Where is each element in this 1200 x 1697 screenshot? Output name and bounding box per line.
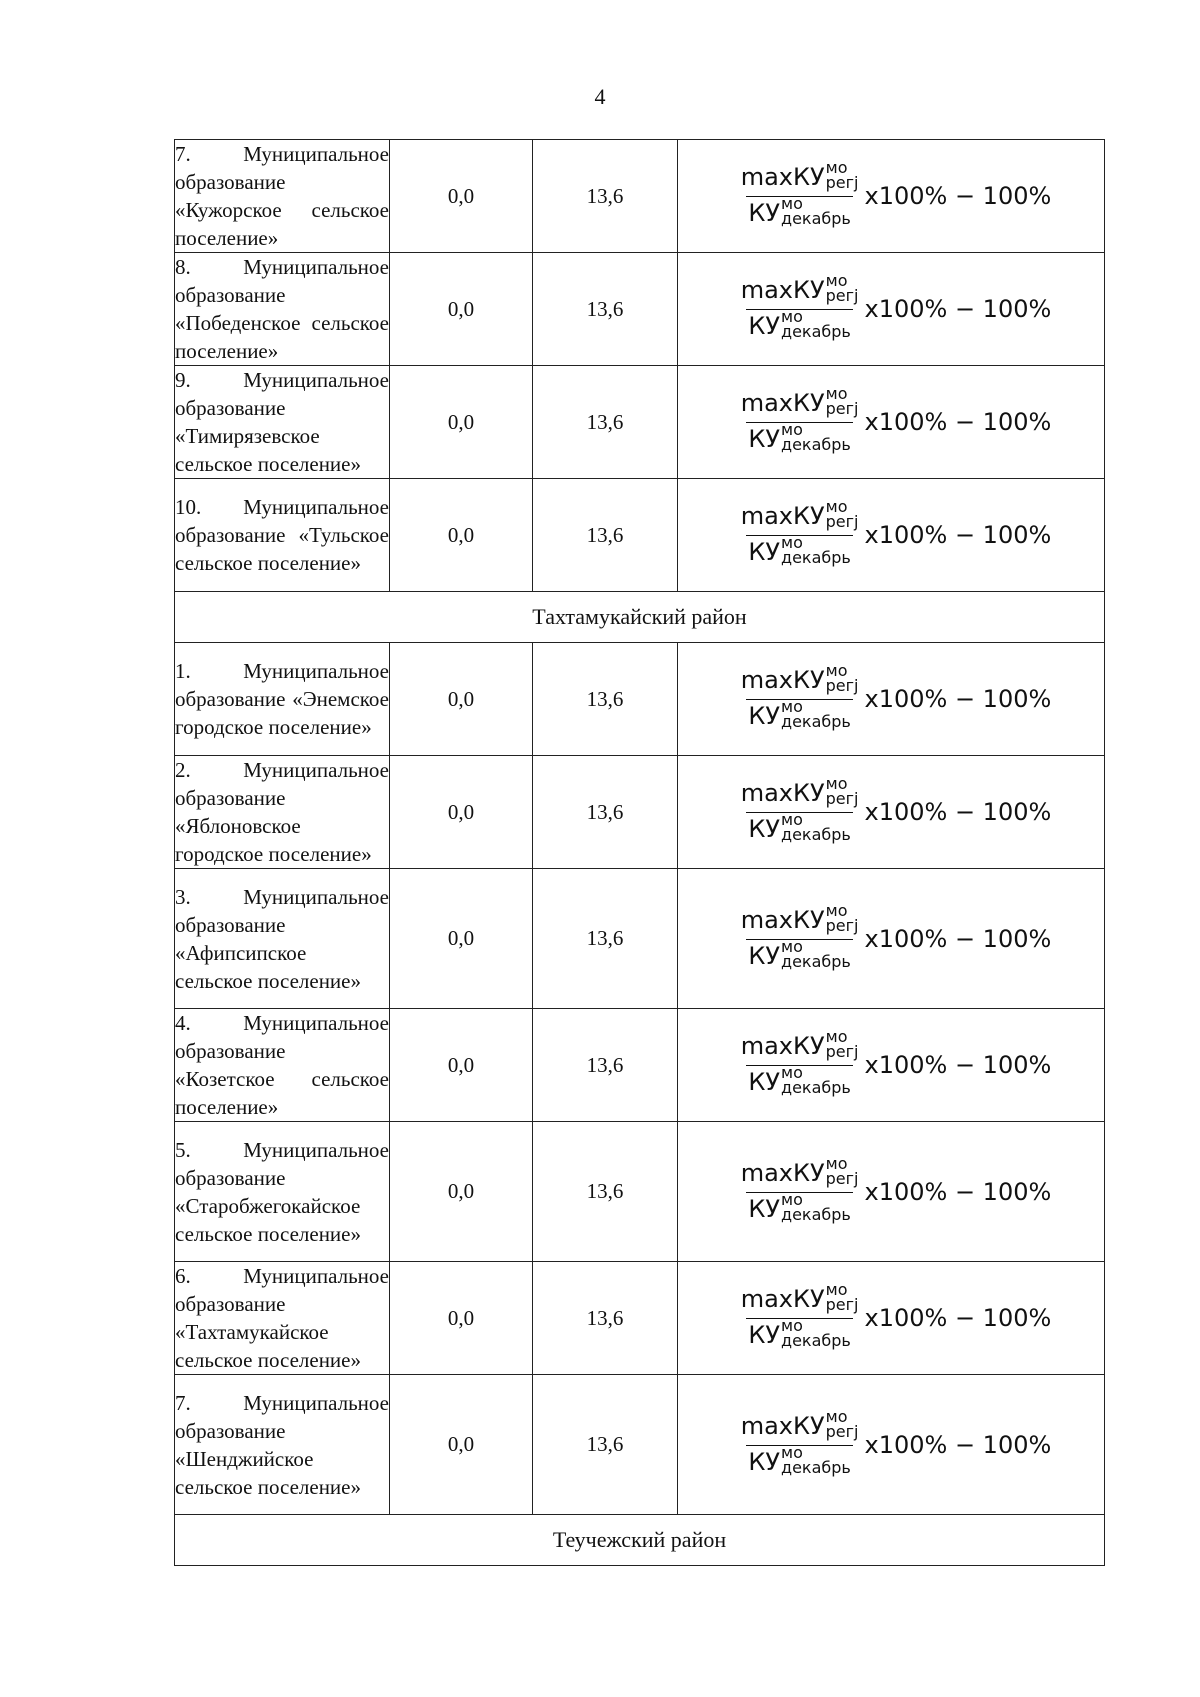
indicator-table: [174, 139, 1105, 1566]
numerator-sup: мо: [825, 384, 848, 403]
numerator: [739, 774, 861, 812]
formula: [678, 1153, 1104, 1225]
formula: [678, 158, 1104, 229]
numerator-sup: мо: [825, 774, 848, 793]
denominator: [746, 309, 853, 342]
numerator-base: maxКУ: [740, 276, 825, 304]
denominator: [746, 1189, 853, 1225]
numerator-sub: регj: [825, 286, 859, 305]
denominator-indices: [781, 1442, 851, 1477]
value-min: 0,0: [390, 1262, 533, 1375]
formula-cell: [678, 366, 1105, 479]
fraction: [739, 774, 861, 845]
denominator-sup: мо: [781, 1189, 803, 1209]
denominator-indices: [781, 812, 851, 842]
numerator-indices: [826, 499, 859, 529]
denominator-sup: мо: [781, 1442, 803, 1462]
denominator-sup: мо: [781, 420, 803, 439]
section-row: [175, 1515, 1105, 1566]
denominator-sup: мо: [781, 936, 803, 956]
municipality-name: 6. Муниципальное образование «Тахтамукайское сельское поселение»: [175, 1262, 390, 1375]
formula-cell: [678, 756, 1105, 869]
numerator-indices: [826, 1029, 859, 1059]
table-row: [175, 869, 1105, 1009]
value-max: 13,6: [533, 1122, 678, 1262]
value-max: 13,6: [533, 643, 678, 756]
numerator-sub: регj: [825, 676, 859, 695]
numerator: [739, 497, 861, 535]
numerator-sup: мо: [825, 1027, 848, 1046]
value-min: 0,0: [390, 869, 533, 1009]
denominator-sup: мо: [781, 1063, 803, 1082]
numerator-indices: [826, 160, 859, 190]
value-min: 0,0: [390, 1009, 533, 1122]
denominator-indices: [781, 196, 851, 226]
value-max: 13,6: [533, 253, 678, 366]
denominator-sub: декабрь: [781, 1204, 851, 1224]
formula-cell: [678, 869, 1105, 1009]
numerator-sub: регj: [825, 1421, 859, 1441]
municipality-name: 7. Муниципальное образование «Шенджийское сельское поселение»: [175, 1375, 390, 1515]
denominator: [746, 422, 853, 455]
value-max: 13,6: [533, 1009, 678, 1122]
table-row: [175, 756, 1105, 869]
numerator-sub: регj: [825, 1168, 859, 1188]
fraction: [739, 1280, 861, 1351]
value-min: 0,0: [390, 140, 533, 253]
numerator-base: maxКУ: [740, 666, 825, 694]
denominator-indices: [781, 1318, 851, 1348]
formula-tail: x100% − 100%: [864, 1430, 1052, 1459]
denominator-indices: [781, 422, 851, 452]
numerator-base: maxКУ: [740, 1411, 825, 1440]
numerator-indices: [825, 1406, 859, 1441]
denominator-base: КУ: [748, 815, 781, 843]
denominator-sub: декабрь: [781, 1078, 851, 1097]
denominator: [746, 812, 853, 845]
numerator-base: maxКУ: [740, 779, 825, 807]
formula-cell: [678, 1262, 1105, 1375]
denominator-sub: декабрь: [781, 209, 851, 228]
value-max: 13,6: [533, 1262, 678, 1375]
denominator: [746, 535, 853, 568]
formula-cell: [678, 140, 1105, 253]
numerator: [739, 271, 861, 309]
table-row: [175, 253, 1105, 366]
denominator-base: КУ: [748, 1068, 781, 1096]
denominator-indices: [781, 535, 851, 565]
denominator-indices: [781, 699, 851, 729]
denominator-sup: мо: [781, 307, 803, 326]
numerator: [739, 1153, 861, 1192]
denominator-sup: мо: [781, 697, 803, 716]
formula-tail: x100% − 100%: [864, 685, 1052, 713]
denominator-sup: мо: [781, 194, 803, 213]
numerator-indices: [826, 273, 859, 303]
denominator-sub: декабрь: [781, 1331, 851, 1350]
formula-tail: x100% − 100%: [864, 521, 1052, 549]
value-max: 13,6: [533, 1375, 678, 1515]
table-row: [175, 643, 1105, 756]
formula-tail: x100% − 100%: [864, 1304, 1052, 1332]
value-max: 13,6: [533, 869, 678, 1009]
municipality-name: 1. Муниципальное образование «Энемское городское поселение»: [175, 643, 390, 756]
municipality-name: 2. Муниципальное образование «Яблоновское городское поселение»: [175, 756, 390, 869]
denominator-sup: мо: [781, 810, 803, 829]
numerator-base: maxКУ: [740, 502, 825, 530]
fraction: [739, 497, 861, 568]
numerator: [739, 158, 861, 196]
denominator-indices: [781, 309, 851, 339]
numerator-sub: регj: [825, 915, 859, 935]
section-title: Тахтамукайский район: [175, 592, 1105, 643]
numerator-indices: [826, 386, 859, 416]
numerator-sup: мо: [825, 1153, 848, 1173]
formula: [678, 271, 1104, 342]
municipality-name: 3. Муниципальное образование «Афипсипское сельское поселение»: [175, 869, 390, 1009]
municipality-name: 10. Муниципальное образование «Тульское сельское поселение»: [175, 479, 390, 592]
denominator-sub: декабрь: [781, 548, 851, 567]
fraction: [739, 158, 861, 229]
numerator-sub: регj: [825, 1042, 859, 1061]
formula: [678, 774, 1104, 845]
denominator-base: КУ: [748, 1194, 781, 1223]
numerator-base: maxКУ: [740, 1032, 825, 1060]
formula-tail: x100% − 100%: [864, 798, 1052, 826]
numerator-base: maxКУ: [740, 389, 825, 417]
table-row: [175, 1009, 1105, 1122]
denominator-sub: декабрь: [781, 712, 851, 731]
table-row: [175, 479, 1105, 592]
municipality-name: 4. Муниципальное образование «Козетское сельское поселение»: [175, 1009, 390, 1122]
table-body: [175, 140, 1105, 1566]
numerator-base: maxКУ: [740, 905, 825, 934]
page-number: 4: [594, 84, 606, 109]
numerator-base: maxКУ: [740, 163, 825, 191]
formula-tail: x100% − 100%: [864, 1177, 1052, 1206]
fraction: [739, 384, 861, 455]
denominator-sub: декабрь: [781, 951, 851, 971]
fraction: [739, 661, 861, 732]
municipality-name: 5. Муниципальное образование «Старобжегокайское сельское поселение»: [175, 1122, 390, 1262]
denominator: [746, 1442, 853, 1478]
numerator-base: maxКУ: [740, 1285, 825, 1313]
numerator: [739, 1280, 861, 1318]
numerator-indices: [825, 1153, 859, 1188]
formula-cell: [678, 643, 1105, 756]
denominator-base: КУ: [748, 312, 781, 340]
denominator-base: КУ: [748, 1447, 781, 1476]
value-max: 13,6: [533, 479, 678, 592]
table-row: [175, 1122, 1105, 1262]
denominator-sup: мо: [781, 1316, 803, 1335]
numerator: [739, 384, 861, 422]
table-row: [175, 140, 1105, 253]
formula-cell: [678, 1122, 1105, 1262]
numerator: [739, 661, 861, 699]
fraction: [739, 271, 861, 342]
fraction: [739, 1153, 861, 1225]
formula-tail: x100% − 100%: [864, 182, 1052, 210]
denominator-sub: декабрь: [781, 825, 851, 844]
value-min: 0,0: [390, 1375, 533, 1515]
value-min: 0,0: [390, 253, 533, 366]
value-min: 0,0: [390, 479, 533, 592]
value-min: 0,0: [390, 366, 533, 479]
formula: [678, 1280, 1104, 1351]
denominator-sub: декабрь: [781, 1457, 851, 1477]
value-max: 13,6: [533, 756, 678, 869]
denominator: [746, 1318, 853, 1351]
numerator-sup: мо: [825, 271, 848, 290]
numerator-sub: регj: [825, 399, 859, 418]
denominator-base: КУ: [748, 941, 781, 970]
denominator-base: КУ: [748, 1321, 781, 1349]
table-row: [175, 366, 1105, 479]
table-row: [175, 1262, 1105, 1375]
municipality-name: 8. Муниципальное образование «Победенское сельское поселение»: [175, 253, 390, 366]
denominator-sub: декабрь: [781, 435, 851, 454]
value-max: 13,6: [533, 140, 678, 253]
formula-tail: x100% − 100%: [864, 924, 1052, 953]
value-min: 0,0: [390, 643, 533, 756]
numerator-indices: [825, 900, 859, 935]
section-title: Теучежский район: [175, 1515, 1105, 1566]
numerator-sup: мо: [825, 158, 848, 177]
formula-cell: [678, 1375, 1105, 1515]
numerator-sub: регj: [825, 173, 859, 192]
denominator-indices: [781, 1189, 851, 1224]
value-min: 0,0: [390, 1122, 533, 1262]
formula-cell: [678, 479, 1105, 592]
denominator: [746, 196, 853, 229]
denominator-base: КУ: [748, 702, 781, 730]
formula-tail: x100% − 100%: [864, 295, 1052, 323]
numerator-indices: [826, 663, 859, 693]
denominator-base: КУ: [748, 425, 781, 453]
numerator-sub: регj: [825, 512, 859, 531]
denominator-base: КУ: [748, 538, 781, 566]
formula-tail: x100% − 100%: [864, 408, 1052, 436]
denominator-indices: [781, 936, 851, 971]
fraction: [739, 900, 861, 972]
denominator: [746, 1065, 853, 1098]
formula-cell: [678, 253, 1105, 366]
numerator-sup: мо: [825, 900, 848, 920]
fraction: [739, 1406, 861, 1478]
formula-tail: x100% − 100%: [864, 1051, 1052, 1079]
numerator-base: maxКУ: [740, 1158, 825, 1187]
formula: [678, 384, 1104, 455]
formula: [678, 900, 1104, 972]
formula: [678, 1027, 1104, 1098]
formula: [678, 497, 1104, 568]
formula-cell: [678, 1009, 1105, 1122]
denominator-indices: [781, 1065, 851, 1095]
section-row: [175, 592, 1105, 643]
numerator: [739, 1406, 861, 1445]
value-min: 0,0: [390, 756, 533, 869]
denominator-sup: мо: [781, 533, 803, 552]
numerator: [739, 1027, 861, 1065]
numerator-sup: мо: [825, 497, 848, 516]
numerator-sup: мо: [825, 1406, 848, 1426]
municipality-name: 7. Муниципальное образование «Кужорское сельское поселение»: [175, 140, 390, 253]
value-max: 13,6: [533, 366, 678, 479]
formula: [678, 661, 1104, 732]
numerator-sub: регj: [825, 1295, 859, 1314]
fraction: [739, 1027, 861, 1098]
formula: [678, 1406, 1104, 1478]
denominator: [746, 699, 853, 732]
numerator-sup: мо: [825, 1280, 848, 1299]
numerator-indices: [826, 1282, 859, 1312]
municipality-name: 9. Муниципальное образование «Тимирязевское сельское поселение»: [175, 366, 390, 479]
table-row: [175, 1375, 1105, 1515]
denominator: [746, 936, 853, 972]
numerator: [739, 900, 861, 939]
denominator-sub: декабрь: [781, 322, 851, 341]
denominator-base: КУ: [748, 199, 781, 227]
numerator-indices: [826, 776, 859, 806]
numerator-sup: мо: [825, 661, 848, 680]
numerator-sub: регj: [825, 789, 859, 808]
